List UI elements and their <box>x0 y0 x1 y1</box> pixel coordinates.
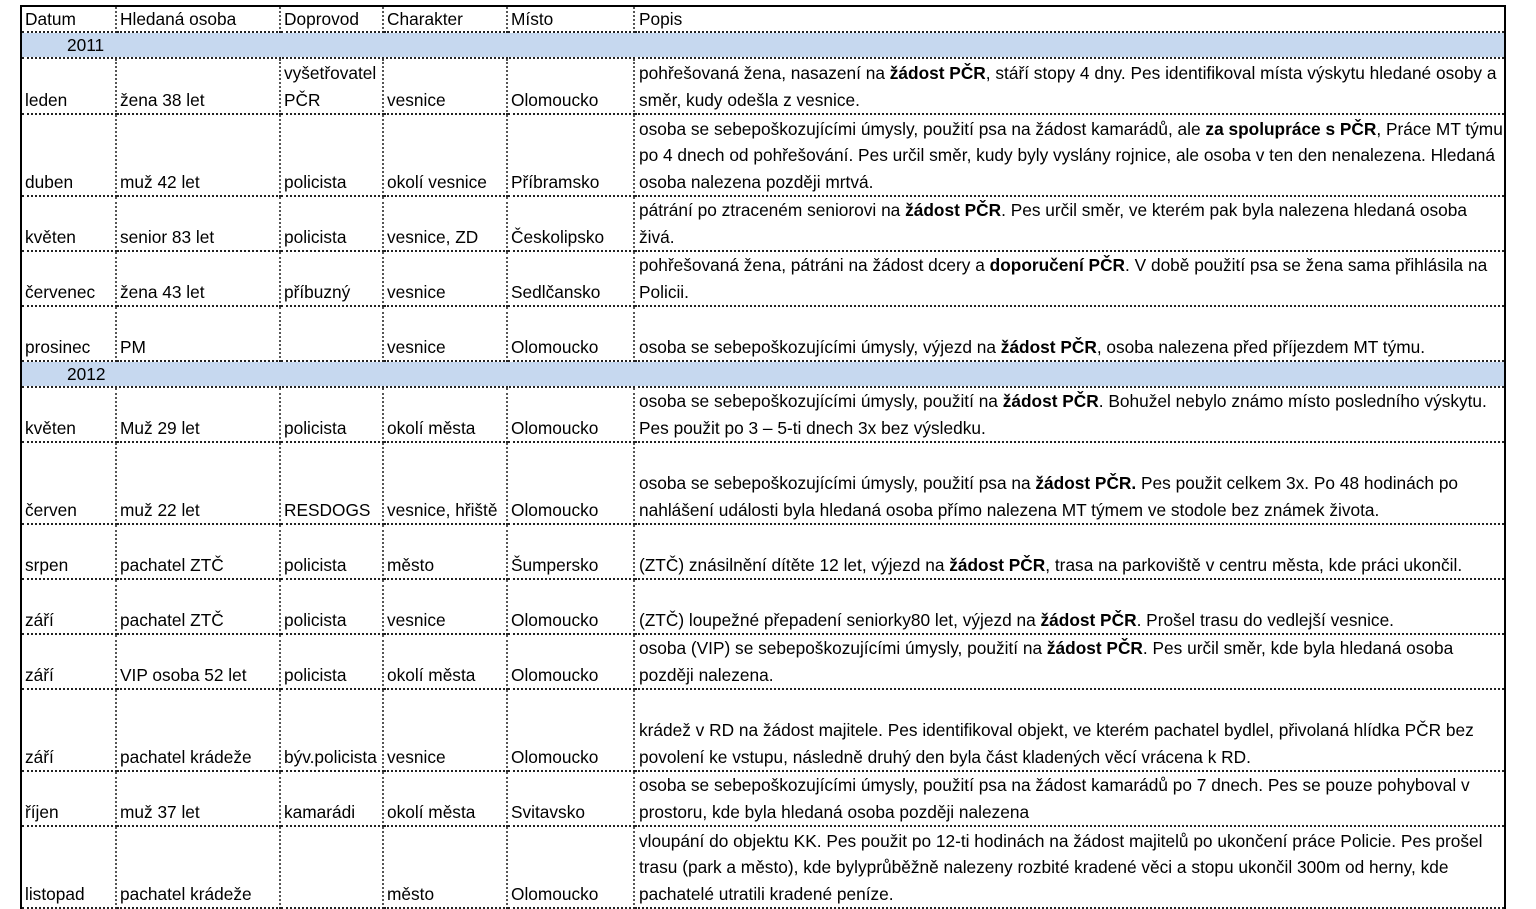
cell-popis <box>634 114 1504 196</box>
popis-bold-text: doporučení PČR <box>989 255 1126 275</box>
cell-popis <box>634 826 1504 908</box>
cell-hledana-osoba: PM <box>116 306 280 361</box>
table-row <box>22 634 1504 689</box>
cell-doprovod: kamarádi <box>280 771 383 826</box>
cell-datum: listopad <box>22 826 116 908</box>
cell-charakter: okolí města <box>383 771 507 826</box>
cell-datum: září <box>22 689 116 771</box>
cell-hledana-osoba: senior 83 let <box>116 196 280 251</box>
table-row <box>22 387 1504 442</box>
cell-datum: leden <box>22 58 116 114</box>
cell-popis <box>634 634 1504 689</box>
cell-hledana-osoba: muž 42 let <box>116 114 280 196</box>
popis-text: pátrání po ztraceném seniorovi na <box>639 200 906 220</box>
table-row <box>22 251 1504 306</box>
cell-misto: Šumpersko <box>507 524 634 579</box>
table-row <box>22 689 1504 771</box>
popis-bold-text: žádost PČR <box>905 200 1002 220</box>
cell-hledana-osoba: muž 22 let <box>116 442 280 524</box>
cell-charakter: město <box>383 826 507 908</box>
cell-charakter: vesnice, hřiště <box>383 442 507 524</box>
cell-charakter: vesnice <box>383 58 507 114</box>
cell-misto: Sedlčansko <box>507 251 634 306</box>
cell-popis <box>634 524 1504 579</box>
year-label: 2011 <box>22 32 1504 58</box>
popis-bold-text: za spolupráce s PČR <box>1205 118 1377 139</box>
popis-text: , Práce MT týmu po 4 dnech od pohřešování. Pes určil směr, kudy byly vyslány rojnice, ale osoba v ten den nenalezena. Hledaná osoba nalezena později mrtvá. <box>639 118 1503 192</box>
popis-text: pohřešovaná žena, pátráni na žádost dcery a <box>639 255 990 275</box>
cell-hledana-osoba: muž 37 let <box>116 771 280 826</box>
cell-popis <box>634 689 1504 771</box>
cell-hledana-osoba: pachatel ZTČ <box>116 524 280 579</box>
data-table <box>20 5 1506 909</box>
header-row <box>22 7 1504 32</box>
cell-misto: Olomoucko <box>507 634 634 689</box>
cell-doprovod <box>280 826 383 908</box>
cell-datum: září <box>22 579 116 634</box>
cell-misto: Českolipsko <box>507 196 634 251</box>
popis-text: krádež v RD na žádost majitele. Pes identifikoval objekt, ve kterém pachatel bydlel, přivolaná hlídka PČR bez povolení ke vstupu, následně druhý den byla část kladených věcí vrácena k RD. <box>639 720 1474 767</box>
column-header: Charakter <box>383 7 507 32</box>
popis-bold-text: žádost PČR. <box>1035 473 1137 493</box>
cell-popis <box>634 251 1504 306</box>
popis-text: osoba (VIP) se sebepoškozujícími úmysly, použití na <box>639 638 1047 658</box>
cell-doprovod: vyšetřovatel PČR <box>280 58 383 114</box>
cell-popis <box>634 579 1504 634</box>
popis-text: osoba se sebepoškozujícími úmysly, použití psa na žádost kamarádů po 7 dnech. Pes se pouze pohyboval v prostoru, kde byla hledaná osoba později nalezena <box>639 775 1470 822</box>
cell-popis <box>634 387 1504 442</box>
cell-hledana-osoba: VIP osoba 52 let <box>116 634 280 689</box>
cell-hledana-osoba: pachatel krádeže <box>116 689 280 771</box>
cell-charakter: okolí vesnice <box>383 114 507 196</box>
popis-text: (ZTČ) znásilnění dítěte 12 let, výjezd na <box>639 554 950 575</box>
popis-text: . V době použití psa se žena sama přihlásila na Policii. <box>639 255 1488 302</box>
cell-popis <box>634 58 1504 114</box>
cell-datum: červen <box>22 442 116 524</box>
popis-text: (ZTČ) loupežné přepadení seniorky80 let, výjezd na <box>639 609 1041 630</box>
cell-misto: Olomoucko <box>507 58 634 114</box>
cell-charakter: vesnice <box>383 689 507 771</box>
cell-popis <box>634 771 1504 826</box>
popis-text: , osoba nalezena před příjezdem MT týmu. <box>1096 336 1426 357</box>
popis-text: . Prošel trasu do vedlejší vesnice. <box>1136 609 1394 630</box>
popis-bold-text: žádost PČR <box>1000 336 1097 357</box>
cell-charakter: město <box>383 524 507 579</box>
cell-charakter: okolí města <box>383 387 507 442</box>
cell-doprovod: policista <box>280 524 383 579</box>
cell-doprovod: policista <box>280 634 383 689</box>
cell-doprovod: příbuzný <box>280 251 383 306</box>
year-label: 2012 <box>22 361 1504 387</box>
cell-doprovod <box>280 306 383 361</box>
cell-popis <box>634 196 1504 251</box>
cell-doprovod: policista <box>280 579 383 634</box>
cell-doprovod: RESDOGS <box>280 442 383 524</box>
cell-datum: duben <box>22 114 116 196</box>
table-row <box>22 442 1504 524</box>
year-row <box>22 361 1504 387</box>
cell-charakter: vesnice, ZD <box>383 196 507 251</box>
popis-text: vloupání do objektu KK. Pes použit po 12-ti hodinách na žádost majitelů po ukončení práce Policie. Pes prošel trasu (park a město), kde bylyprůběžně nalezeny rozbité kradené věci a stopu ukončil 300m od herny, kde pachatelé utratili kradené peníze. <box>639 830 1483 904</box>
cell-misto: Olomoucko <box>507 579 634 634</box>
cell-misto: Příbramsko <box>507 114 634 196</box>
cell-hledana-osoba: pachatel krádeže <box>116 826 280 908</box>
column-header: Hledaná osoba <box>116 7 280 32</box>
column-header: Doprovod <box>280 7 383 32</box>
popis-text: . Bohužel nebylo známo místo posledního výskytu. Pes použit po 3 – 5-ti dnech 3x bez výsledku. <box>639 391 1487 438</box>
cell-misto: Olomoucko <box>507 826 634 908</box>
cell-charakter: vesnice <box>383 579 507 634</box>
popis-text: . Pes určil směr, kde byla hledaná osoba později nalezena. <box>639 638 1454 685</box>
cell-doprovod: policista <box>280 196 383 251</box>
table-row <box>22 196 1504 251</box>
table-row <box>22 826 1504 908</box>
popis-text: pohřešovaná žena, nasazení na <box>639 63 890 83</box>
cell-datum: květen <box>22 387 116 442</box>
table-row <box>22 114 1504 196</box>
popis-text: , trasa na parkoviště v centru města, kde práci ukončil. <box>1045 554 1463 575</box>
cell-hledana-osoba: Muž 29 let <box>116 387 280 442</box>
cell-datum: červenec <box>22 251 116 306</box>
popis-text: osoba se sebepoškozujícími úmysly, výjezd na <box>639 336 1001 357</box>
table-row <box>22 58 1504 114</box>
column-header: Místo <box>507 7 634 32</box>
popis-text: osoba se sebepoškozujícími úmysly, použití psa na žádost kamarádů, ale <box>639 118 1206 139</box>
cell-datum: říjen <box>22 771 116 826</box>
cell-doprovod: policista <box>280 387 383 442</box>
popis-text: . Pes určil směr, ve kterém pak byla nalezena hledaná osoba živá. <box>639 200 1468 247</box>
cell-misto: Olomoucko <box>507 306 634 361</box>
cell-datum: září <box>22 634 116 689</box>
popis-bold-text: žádost PČR <box>1002 391 1099 411</box>
table-row <box>22 579 1504 634</box>
cell-misto: Olomoucko <box>507 689 634 771</box>
table-row <box>22 524 1504 579</box>
popis-text: Pes použit celkem 3x. Po 48 hodinách po nahlášení události byla hledaná osoba přímo nalezena MT týmem ve stodole bez známek života. <box>639 473 1459 520</box>
cell-hledana-osoba: žena 43 let <box>116 251 280 306</box>
cell-charakter: vesnice <box>383 251 507 306</box>
popis-text: osoba se sebepoškozujícími úmysly, použití na <box>639 391 1003 411</box>
table-row <box>22 306 1504 361</box>
year-row <box>22 32 1504 58</box>
popis-bold-text: žádost PČR <box>1046 638 1143 658</box>
cell-charakter: vesnice <box>383 306 507 361</box>
column-header: Datum <box>22 7 116 32</box>
popis-bold-text: žádost PČR <box>889 63 986 83</box>
cell-hledana-osoba: žena 38 let <box>116 58 280 114</box>
cell-charakter: okolí města <box>383 634 507 689</box>
popis-bold-text: žádost PČR <box>949 554 1046 575</box>
popis-text: , stáří stopy 4 dny. Pes identifikoval místa výskytu hledané osoby a směr, kudy odešla z vesnice. <box>639 63 1497 110</box>
cell-doprovod: býv.policista <box>280 689 383 771</box>
popis-bold-text: žádost PČR <box>1040 609 1137 630</box>
cell-popis <box>634 306 1504 361</box>
cell-datum: prosinec <box>22 306 116 361</box>
table-body <box>22 32 1504 908</box>
cell-datum: květen <box>22 196 116 251</box>
column-header: Popis <box>634 7 1504 32</box>
cell-popis <box>634 442 1504 524</box>
cell-misto: Olomoucko <box>507 442 634 524</box>
popis-text: osoba se sebepoškozujícími úmysly, použití psa na <box>639 473 1036 493</box>
cell-datum: srpen <box>22 524 116 579</box>
cell-hledana-osoba: pachatel ZTČ <box>116 579 280 634</box>
table-row <box>22 771 1504 826</box>
cell-misto: Svitavsko <box>507 771 634 826</box>
cell-doprovod: policista <box>280 114 383 196</box>
cell-misto: Olomoucko <box>507 387 634 442</box>
